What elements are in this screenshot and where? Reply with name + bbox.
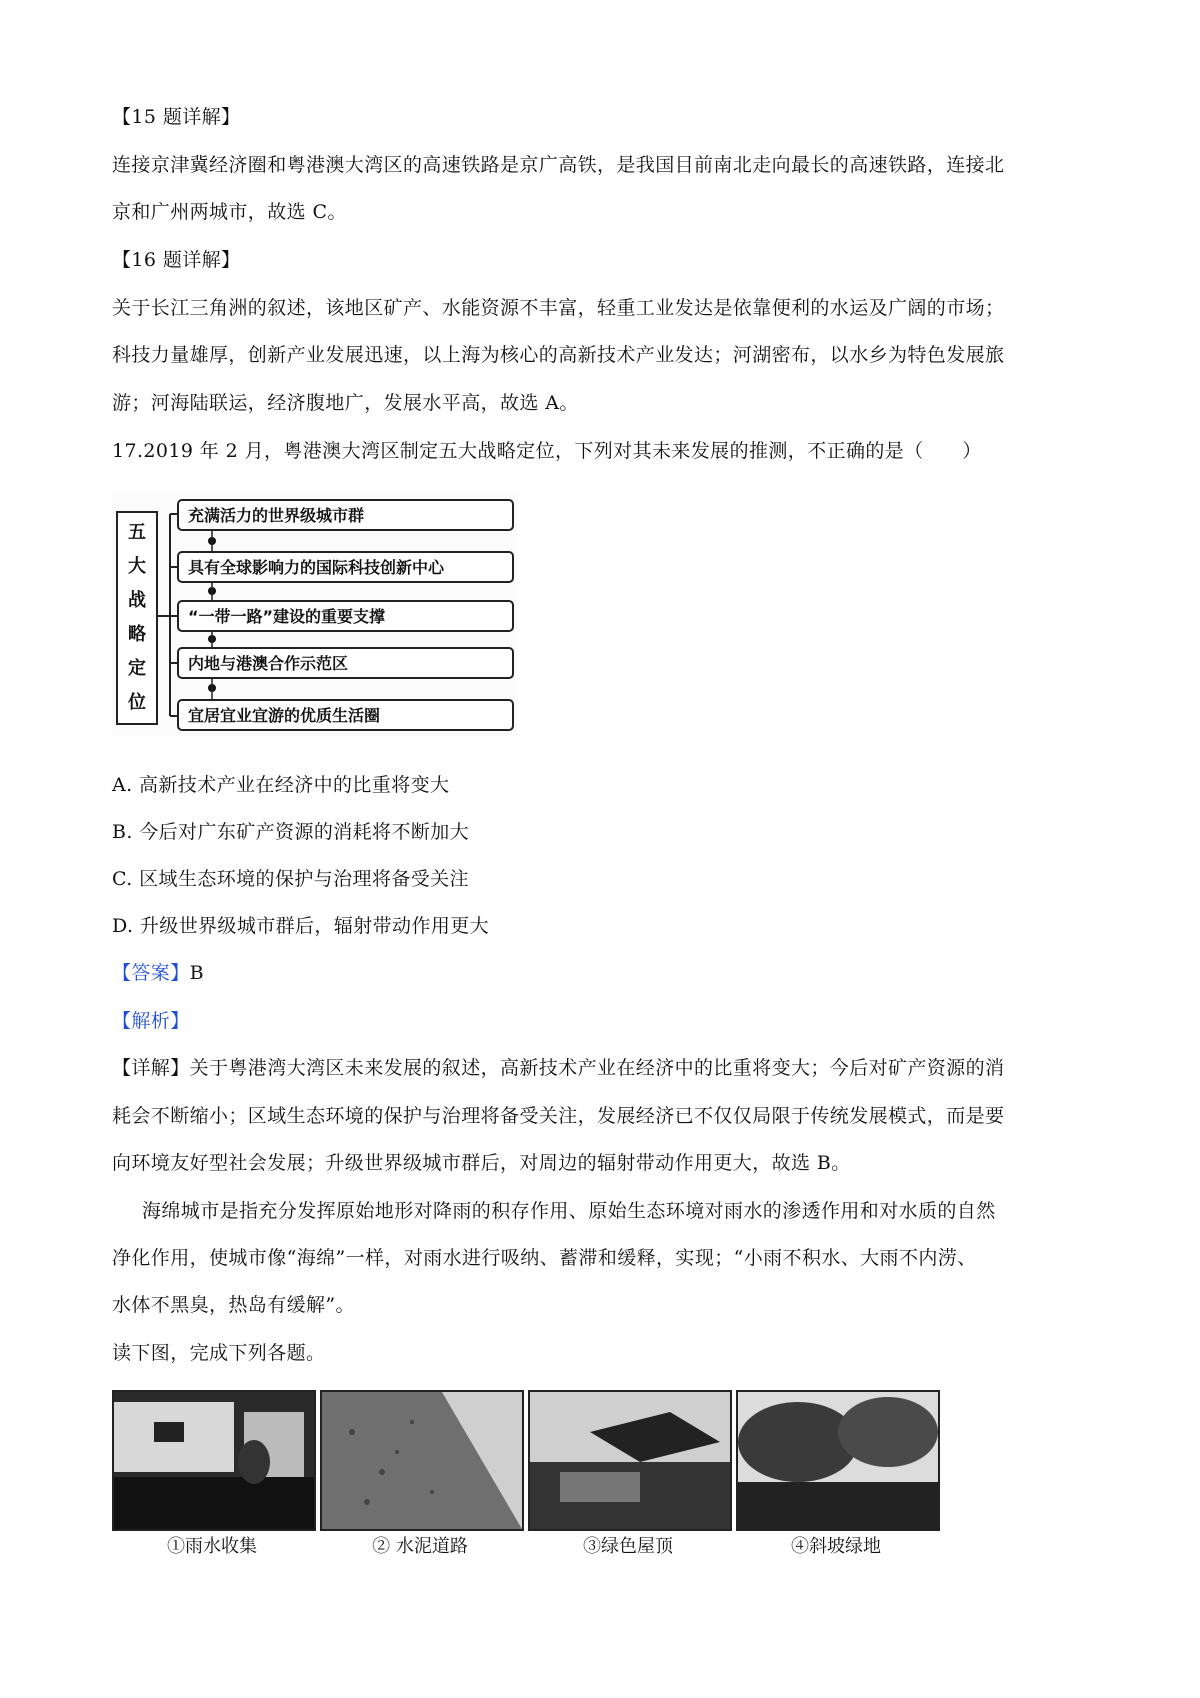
diagram-item-label: 具有全球影响力的国际科技创新中心 <box>188 558 445 577</box>
detail-text: 关于粤港湾大湾区未来发展的叙述，高新技术产业在经济中的比重将变大；今后对矿产资源的消 <box>189 1057 1005 1079</box>
detail-text-line: 耗会不断缩小；区域生态环境的保护与治理将备受关注，发展经济已不仅仅局限于传统发展模式，而是要 <box>112 1105 1005 1127</box>
detail-text-line: 向环境友好型社会发展；升级世界级城市群后，对周边的辐射带动作用更大，故选 B。 <box>112 1152 851 1174</box>
answer-tag: 【答案】 <box>112 962 190 984</box>
q15-text-line: 连接京津冀经济圈和粤港澳大湾区的高速铁路是京广高铁，是我国目前南北走向最长的高速铁路，连接北 <box>112 154 1005 176</box>
q17-stem: 17.2019 年 2 月，粤港澳大湾区制定五大战略定位，下列对其未来发展的推测，不正确的是（ ） <box>112 440 982 462</box>
q16-text-line: 科技力量雄厚，创新产业发展迅速，以上海为核心的高新技术产业发达；河湖密布，以水乡为特色发展旅 <box>112 344 1005 366</box>
diagram-title-char: 略 <box>128 624 146 645</box>
option-b: B. 今后对广东矿产资源的消耗将不断加大 <box>112 821 470 843</box>
photo-rainwater-collection <box>112 1390 316 1531</box>
option-a: A. 高新技术产业在经济中的比重将变大 <box>112 774 450 796</box>
diagram-item-label: 宜居宜业宜游的优质生活圈 <box>188 706 381 725</box>
sponge-paragraph-line: 海绵城市是指充分发挥原始地形对降雨的积存作用、原始生态环境对雨水的渗透作用和对水质的自然 <box>142 1200 996 1222</box>
diagram-item-label: 充满活力的世界级城市群 <box>188 506 365 525</box>
photo-caption: ④斜坡绿地 <box>791 1536 881 1557</box>
detail-tag: 【详解】 <box>112 1057 190 1079</box>
photo-sloped-green-space <box>736 1390 940 1531</box>
option-d: D. 升级世界级城市群后，辐射带动作用更大 <box>112 915 490 937</box>
analysis-tag: 【解析】 <box>112 1010 190 1032</box>
diagram-item-label: 内地与港澳合作示范区 <box>188 654 349 673</box>
option-c: C. 区域生态环境的保护与治理将备受关注 <box>112 868 469 890</box>
q16-heading: 【16 题详解】 <box>112 249 241 271</box>
photo-cement-road <box>320 1390 524 1531</box>
detail-line <box>112 1053 1004 1080</box>
diagram-title-char: 位 <box>128 692 146 713</box>
photo-caption: ② 水泥道路 <box>372 1536 468 1557</box>
diagram-item-label: “一带一路”建设的重要支撑 <box>188 607 386 626</box>
answer-value: B <box>189 962 204 984</box>
q15-text-line: 京和广州两城市，故选 C。 <box>112 201 347 223</box>
q15-heading: 【15 题详解】 <box>112 106 241 128</box>
instruction: 读下图，完成下列各题。 <box>112 1342 326 1364</box>
sponge-paragraph-line: 净化作用，使城市像“海绵”一样，对雨水进行吸纳、蓄滞和缓释，实现；“小雨不积水、大雨不内涝、 <box>112 1247 977 1269</box>
q16-text-line: 关于长江三角洲的叙述，该地区矿产、水能资源不丰富，轻重工业发达是依靠便利的水运及广阔的市场； <box>112 297 1005 319</box>
answer-line <box>112 958 204 985</box>
diagram-title-char: 战 <box>128 590 146 611</box>
sponge-paragraph-line: 水体不黑臭，热岛有缓解”。 <box>112 1294 355 1316</box>
photo-green-roof <box>528 1390 732 1531</box>
q16-text-line: 游；河海陆联运，经济腹地广，发展水平高，故选 A。 <box>112 392 579 414</box>
strategy-diagram <box>112 492 517 737</box>
diagram-title-char: 大 <box>128 556 146 577</box>
photo-caption: ③绿色屋顶 <box>583 1536 673 1557</box>
diagram-title-char: 五 <box>128 522 146 543</box>
diagram-title-char: 定 <box>128 658 146 679</box>
photo-caption: ①雨水收集 <box>167 1536 257 1557</box>
photo-strip <box>112 1390 932 1560</box>
